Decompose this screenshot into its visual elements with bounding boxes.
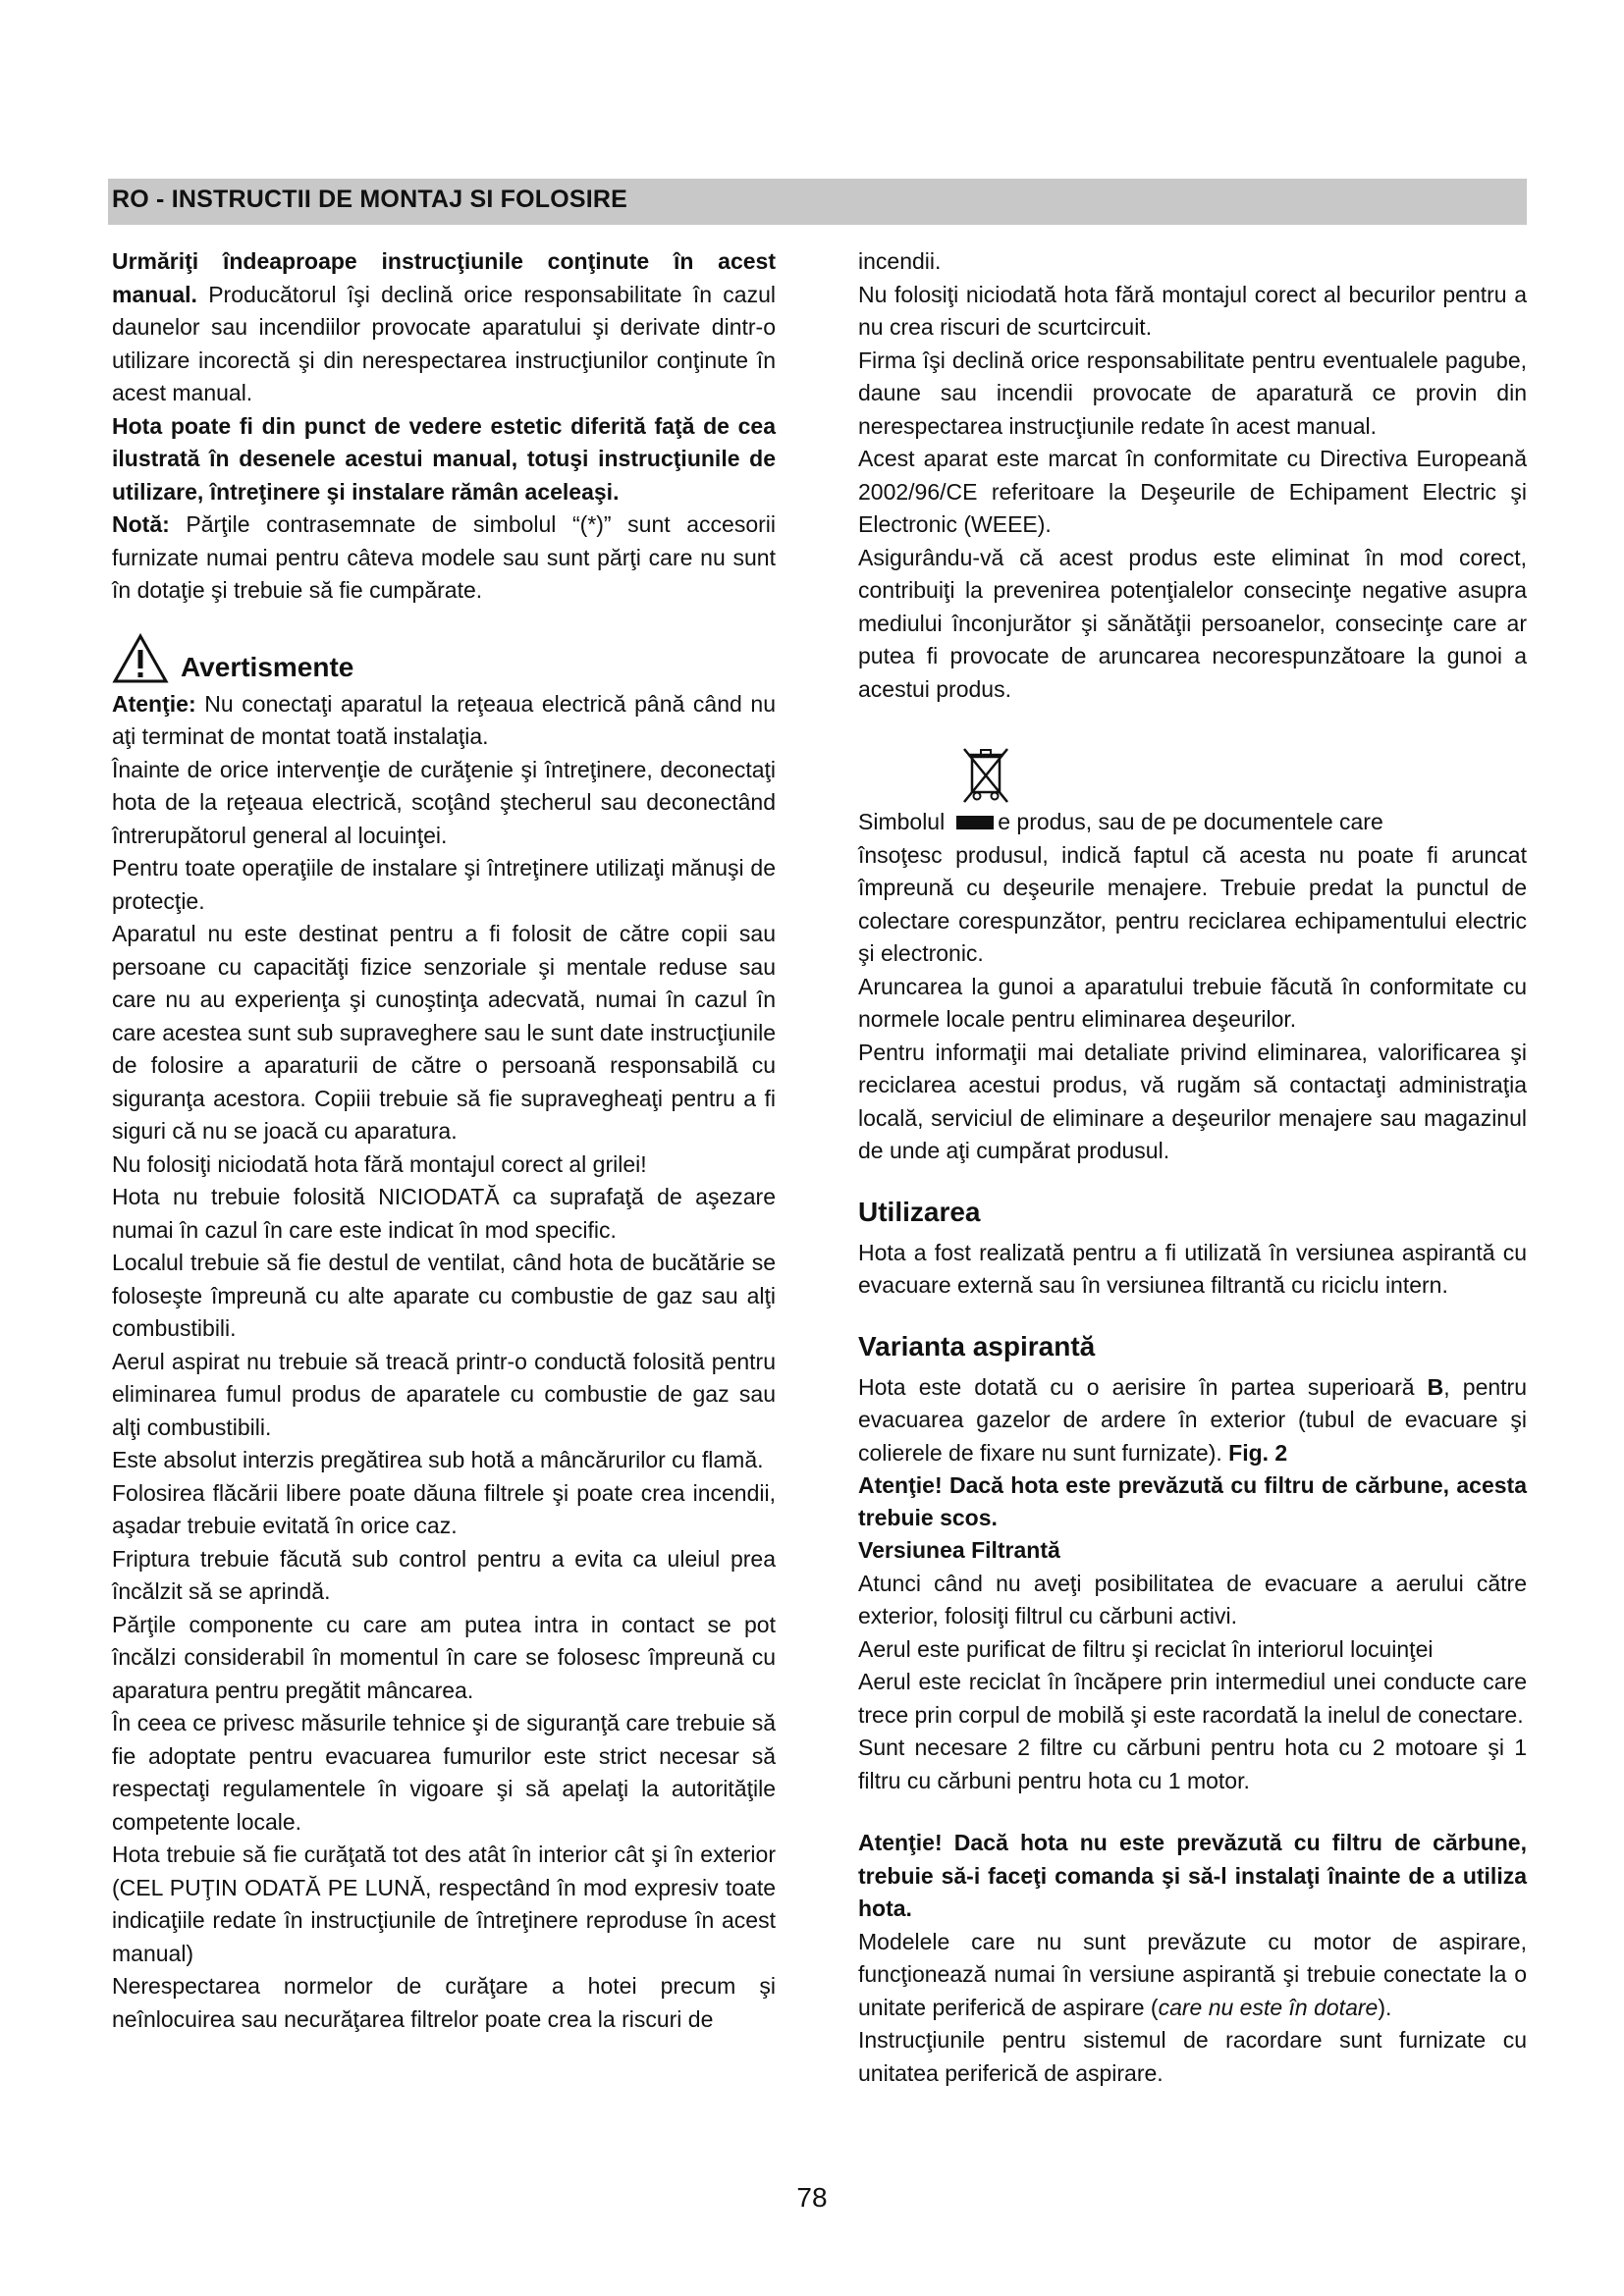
varianta-text-2: , pentru evacuarea gazelor de ardere în exterior (tubul de evacuare şi colierele de fixare nu sunt furnizate). <box>858 1373 1527 1466</box>
left-paragraph: Pentru toate operaţiile de instalare şi întreţinere utilizaţi mănuşi de protecţie. <box>112 855 776 914</box>
atentie-text: Nu conectaţi aparatul la reţeaua electrică până când nu aţi terminat de montat toată instalaţia. <box>112 690 776 749</box>
symbol-prefix: Simbolul <box>858 809 946 834</box>
left-paragraph: Friptura trebuie făcută sub control pentru a evita ca uleiul prea încălzit să se aprindă. <box>112 1545 776 1604</box>
left-paragraph: Este absolut interzis pregătirea sub hotă a mâncărurilor cu flamă. <box>112 1447 764 1472</box>
warnings-heading <box>112 631 776 684</box>
nota-text: Părţile contrasemnate de simbolul “(*)” sunt accesorii furnizate numai pentru câteva modele sau sunt părţi care nu sunt în dotaţie şi trebuie să fie cumpărate. <box>112 511 776 603</box>
left-column <box>112 245 776 2036</box>
left-paragraph: Localul trebuie să fie destul de ventilat, când hota de bucătărie se foloseşte împreună cu alte aparate cu combustie de gaz sau alţi combustibili. <box>112 1250 776 1341</box>
left-paragraph: În ceea ce privesc măsurile tehnice şi de siguranţă care trebuie să fie adoptate pentru evacuarea fumurilor este strict necesar să respectaţi regulamentele în vigoare şi să apelaţi la autorităţile competente locale. <box>112 1710 776 1835</box>
warnings-title: Avertismente <box>181 651 354 682</box>
varianta-fig: Fig. 2 <box>1228 1439 1288 1466</box>
symbol-suffix: e produs, sau de pe documentele care <box>998 809 1383 834</box>
disposal-paragraph: Pentru informaţii mai detaliate privind eliminarea, valorificarea şi reciclarea acestui produs, vă rugăm să contactaţi administraţia locală, serviciul de eliminare a deşeurilor menajere sau magazinul de unde aţi cumpărat produsul. <box>858 1039 1527 1163</box>
atentie-label: Atenţie: <box>112 690 196 717</box>
utilizarea-heading: Utilizarea <box>858 1196 981 1227</box>
warning-triangle-icon <box>112 633 169 684</box>
right-paragraph: Nu folosiţi niciodată hota fără montajul corect al becurilor pentru a nu crea riscuri de scurtcircuit. <box>858 281 1527 340</box>
final-paragraph: Instrucţiunile pentru sistemul de racordare sunt furnizate cu unitatea periferică de aspirare. <box>858 2027 1527 2086</box>
modele-paragraph <box>858 1926 1527 2025</box>
right-paragraph: incendii. <box>858 248 942 274</box>
filter-warning: Atenţie! Dacă hota nu este prevăzută cu filtru de cărbune, trebuie să-i faceţi comanda şi să-l instalaţi înainte de a utiliza hota. <box>858 1830 1527 1921</box>
versiunea-paragraph: Sunt necesare 2 filtre cu cărbuni pentru hota cu 2 motoare şi 1 filtru cu cărbuni pentru hota cu 1 motor. <box>858 1735 1527 1793</box>
left-paragraph: Aerul aspirat nu trebuie să treacă printr-o conductă folosită pentru eliminarea fumul produs de aparatele cu combustie de gaz sau alţi combustibili. <box>112 1348 776 1440</box>
page-title: RO - INSTRUCTII DE MONTAJ SI FOLOSIRE <box>112 186 628 213</box>
spacer <box>858 1797 1527 1827</box>
left-paragraph: Nerespectarea normelor de curăţare a hotei precum şi neînlocuirea sau necurăţarea filtrelor poate crea la riscuri de <box>112 1973 776 2032</box>
varianta-warning: Atenţie! Dacă hota este prevăzută cu filtru de cărbune, acesta trebuie scos. <box>858 1472 1527 1530</box>
page-number: 78 <box>796 2182 828 2213</box>
right-paragraph: Acest aparat este marcat în conformitate cu Directiva Europeană 2002/96/CE referitoare la Deşeurile de Echipament Electric şi Electronic (WEEE). <box>858 446 1527 537</box>
utilizarea-text: Hota a fost realizată pentru a fi utilizată în versiunea aspirantă cu evacuare externă sau în versiunea filtrantă cu riciclu intern. <box>858 1239 1527 1298</box>
modele-text-2: ). <box>1378 1994 1392 2020</box>
left-paragraph: Nu folosiţi niciodată hota fără montajul corect al grilei! <box>112 1150 647 1177</box>
left-paragraph: Folosirea flăcării libere poate dăuna filtrele şi poate crea incendii, aşadar trebuie evitată în orice caz. <box>112 1479 776 1538</box>
varianta-b: B <box>1427 1373 1444 1400</box>
right-paragraph: Asigurându-vă că acest produs este eliminat în mod corect, contribuiţi la prevenirea potenţialelor consecinţe negative asupra mediului înconjurător şi sănătăţii persoanelor, consecinţe care ar putea fi provocate de aruncarea necorespunzătoare la gunoi a acestui produs. <box>858 544 1527 702</box>
nota-paragraph <box>112 508 776 608</box>
weee-symbol-wrap <box>858 745 1527 806</box>
left-paragraph: Aparatul nu este destinat pentru a fi folosit de către copii sau persoane cu capacităţi fizice senzoriale şi mentale reduse sau care nu au experienţa şi cunoştinţa adecvată, numai în cazul în care acestea sunt sub supraveghere sau le sunt date instrucţiunile de folosire a aparaturii de către o persoană responsabilă cu siguranţa acestora. Copiii trebuie să fie supravegheaţi pentru a fi siguri că nu se joacă cu aparatura. <box>112 921 776 1144</box>
atentie-paragraph <box>112 688 776 754</box>
versiunea-paragraph: Aerul este reciclat în încăpere prin intermediul unei conducte care trece prin corpul de mobilă şi este racordată la inelul de conectare. <box>858 1669 1527 1728</box>
nota-label: Notă: <box>112 511 170 537</box>
disposal-paragraph: Aruncarea la gunoi a aparatului trebuie făcută în conformitate cu normele locale pentru eliminarea deşeurilor. <box>858 973 1527 1032</box>
redaction-block <box>956 816 994 829</box>
left-paragraph: Părţile componente cu care am putea intra in contact se pot încălzi considerabil în momentul în care se folosesc împreună cu aparatura pentru pregătit mâncarea. <box>112 1611 776 1703</box>
intro-paragraph <box>112 245 776 410</box>
right-column <box>858 245 1527 2090</box>
left-paragraph: Hota trebuie să fie curăţată tot des atât în interior cât şi în exterior (CEL PUŢIN ODATĂ PE LUNĂ, respectând în mod expresiv toate indicaţiile redate în instrucţiunile de întreţinere reproduse în acest manual) <box>112 1842 776 1966</box>
modele-italic: care nu este în dotare <box>1158 1994 1379 2020</box>
header-bar <box>108 179 1527 225</box>
versiunea-paragraph: Atunci când nu aveţi posibilitatea de evacuare a aerului către exterior, folosiţi filtrul cu cărbuni activi. <box>858 1570 1527 1629</box>
intro-rest: Producătorul îşi declină orice responsabilitate în cazul daunelor sau incendiilor provocate aparatului şi derivate dintr-o utilizare incorectă şi din nerespectarea instrucţiunilor conţinute în acest manual. <box>112 281 776 405</box>
crossed-bin-icon <box>960 745 1011 806</box>
hota-note: Hota poate fi din punct de vedere estetic diferită faţă de cea ilustrată în desenele acestui manual, totuşi instrucţiunile de utilizare, întreţinere şi instalare rămân aceleaşi. <box>112 412 776 505</box>
varianta-heading: Varianta aspirantă <box>858 1330 1096 1362</box>
modele-text-1: Modelele care nu sunt prevăzute cu motor de aspirare, funcţionează numai în versiune aspirantă şi trebuie conectate la o unitate periferică de aspirare ( <box>858 1928 1527 2020</box>
symbol-line <box>858 806 1527 839</box>
varianta-paragraph <box>858 1371 1527 1470</box>
versiunea-heading: Versiunea Filtrantă <box>858 1537 1060 1563</box>
varianta-text-1: Hota este dotată cu o aerisire în partea superioară <box>858 1373 1428 1400</box>
left-paragraph: Hota nu trebuie folosită NICIODATĂ ca suprafaţă de aşezare numai în cazul în care este indicat în mod specific. <box>112 1184 776 1243</box>
left-paragraph: Înainte de orice intervenţie de curăţenie şi întreţinere, deconectaţi hota de la reţeaua electrică, scoţând ştecherul sau deconectând întrerupătorul general al locuinţei. <box>112 756 776 848</box>
symbol-rest: însoţesc produsul, indică faptul că acesta nu poate fi aruncat împreună cu deşeurile menajere. Trebuie predat la punctul de colectare corespunzător, pentru reciclarea echipamentului electric şi electronic. <box>858 841 1527 966</box>
intro-bold: Urmăriţi îndeaproape instrucţiunile conţinute în acest manual. <box>112 248 776 307</box>
versiunea-paragraph: Aerul este purificat de filtru şi reciclat în interiorul locuinţei <box>858 1635 1434 1662</box>
right-paragraph: Firma îşi declină orice responsabilitate pentru eventualele pagube, daune sau incendii provocate de aparatură ce provin din nerespectarea instrucţiunile redate în acest manual. <box>858 347 1527 439</box>
